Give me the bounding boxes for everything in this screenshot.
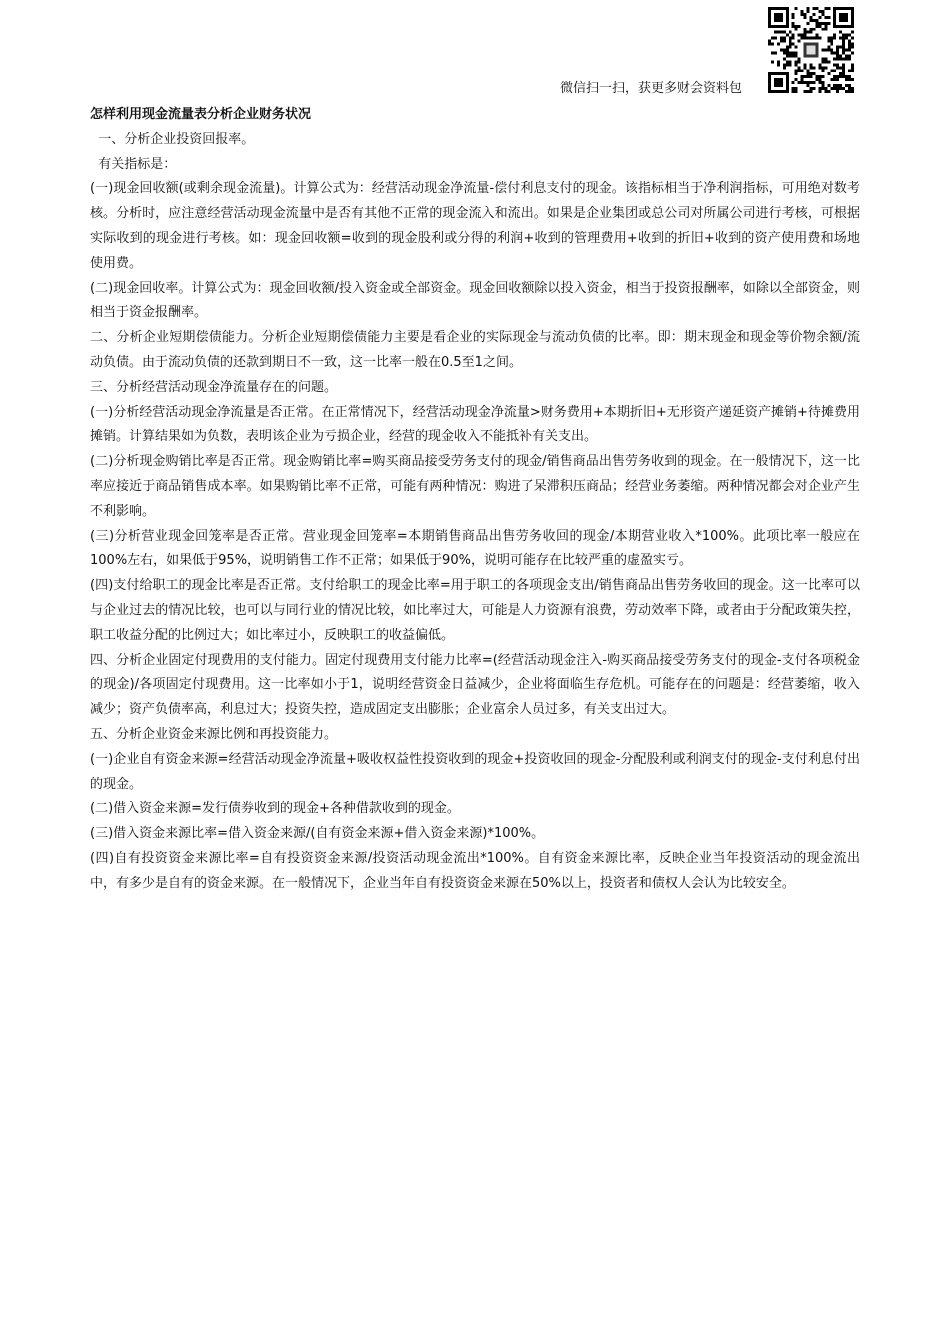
paragraph: (四)自有投资资金来源比率=自有投资资金来源/投资活动现金流出*100%。自有资金来源比率，反映企业当年投资活动的现金流出中，有多少是自有的资金来源。在一般情况下，企业当年自有投资资金来源在50%以上，投资者和债权人会认为比较安全。 xyxy=(90,850,860,891)
paragraph: 二、分析企业短期偿债能力。分析企业短期偿债能力主要是看企业的实际现金与流动负债的比率。即：期末现金和现金等价物余额/流动负债。由于流动负债的还款到期日不一致，这一比率一般在0.5至1之间。 xyxy=(90,330,860,370)
paragraph: (一)现金回收额(或剩余现金流量)。计算公式为：经营活动现金净流量-偿付利息支付的现金。该指标相当于净利润指标，可用绝对数考核。分析时，应注意经营活动现金流量中是否有其他不正常的现金流入和流出。如果是企业集团或总公司对所属公司进行考核，可根据实际收到的现金进行考核。如：现金回收额=收到的现金股利或分得的利润+收到的管理费用+收到的折旧+收到的资产使用费和场地使用费。 xyxy=(90,181,860,271)
paragraph: 三、分析经营活动现金净流量存在的问题。 xyxy=(90,379,338,395)
document-title: 怎样利用现金流量表分析企业财务状况 xyxy=(90,107,312,122)
paragraph: 有关指标是： xyxy=(90,156,177,172)
paragraph: 一、分析企业投资回报率。 xyxy=(90,131,255,147)
paragraph: (一)企业自有资金来源=经营活动现金净流量+吸收权益性投资收到的现金+投资收回的现金-分配股利或利润支付的现金-支付利息付出的现金。 xyxy=(90,751,860,792)
document-body xyxy=(90,103,860,897)
paragraph: (四)支付给职工的现金比率是否正常。支付给职工的现金比率=用于职工的各项现金支出/销售商品出售劳务收回的现金。这一比率可以与企业过去的情况比较，也可以与同行业的情况比较，如比率过大，可能是人力资源有浪费，劳动效率下降，或者由于分配政策失控，职工收益分配的比例过大；如比率过小，反映职工的收益偏低。 xyxy=(90,578,860,643)
paragraph: (二)现金回收率。计算公式为：现金回收额/投入资金或全部资金。现金回收额除以投入资金，相当于投资报酬率，如除以全部资金，则相当于资金报酬率。 xyxy=(90,280,860,321)
paragraph: 四、分析企业固定付现费用的支付能力。固定付现费用支付能力比率=(经营活动现金注入-购买商品接受劳务支付的现金-支付各项税金的现金)/各项固定付现费用。这一比率如小于1，说明经营资金日益减少，企业将面临生存危机。可能存在的问题是：经营萎缩，收入减少；资产负债率高，利息过大；投资失控，造成固定支出膨胀；企业富余人员过多，有关支出过大。 xyxy=(90,652,860,718)
paragraph: (三)分析营业现金回笼率是否正常。营业现金回笼率=本期销售商品出售劳务收回的现金/本期营业收入*100%。此项比率一般应在100%左右，如果低于95%，说明销售工作不正常；如果低于90%，说明可能存在比较严重的虚盈实亏。 xyxy=(90,528,860,569)
paragraph: (三)借入资金来源比率=借入资金来源/(自有资金来源+借入资金来源)*100%。 xyxy=(90,826,545,842)
paragraph: (一)分析经营活动现金净流量是否正常。在正常情况下，经营活动现金净流量>财务费用+本期折旧+无形资产递延资产摊销+待摊费用摊销。计算结果如为负数，表明该企业为亏损企业，经营的现金收入不能抵补有关支出。 xyxy=(90,404,860,445)
paragraph: 五、分析企业资金来源比例和再投资能力。 xyxy=(90,726,338,742)
wechat-scan-note: 微信扫一扫，获更多财会资料包 xyxy=(560,81,743,96)
qr-code-icon xyxy=(768,7,854,93)
paragraph: (二)借入资金来源=发行债券收到的现金+各种借款收到的现金。 xyxy=(90,801,460,817)
paragraph: (二)分析现金购销比率是否正常。现金购销比率=购买商品接受劳务支付的现金/销售商品出售劳务收到的现金。在一般情况下，这一比率应接近于商品销售成本率。如果购销比率不正常，可能有两种情况：购进了呆滞积压商品；经营业务萎缩。两种情况都会对企业产生不利影响。 xyxy=(90,454,860,519)
